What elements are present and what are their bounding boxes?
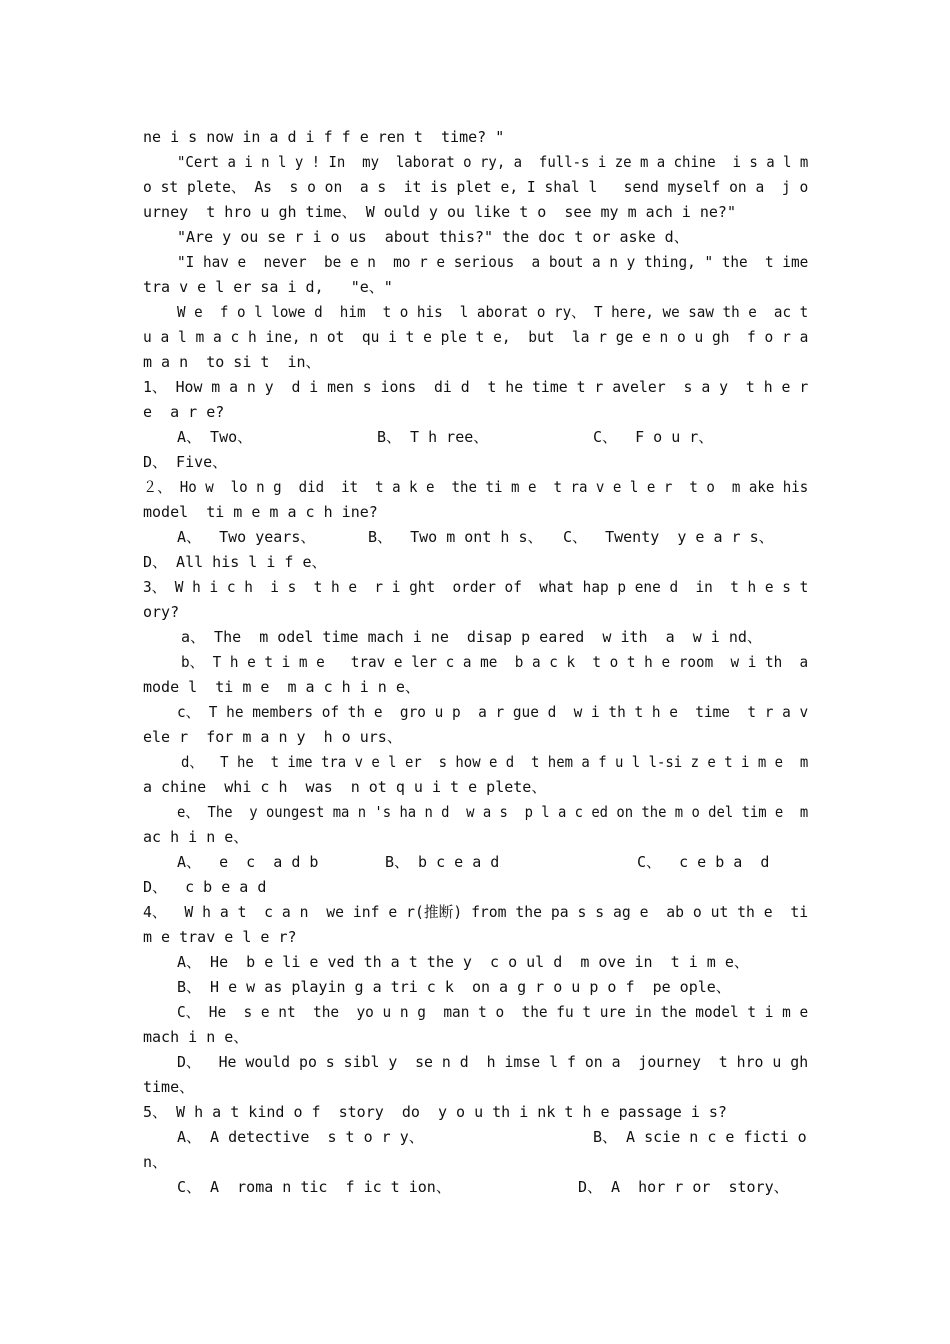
question-4-stem: 4、 W h a t c a n we inf e r(推断) from the pa s s ag e ab o ut th e ti [143, 903, 809, 921]
question-1-option-c: C、 F o u r、 [593, 428, 714, 446]
question-3-item-c: c、 T he members of th e gro u p a r gue d w i th t h e time t r a v [177, 703, 809, 721]
passage-line: u a l m a c h ine, n ot qu i t e ple t e, but la r ge e n o u gh f o r a [143, 328, 809, 346]
passage-line: W e f o l lowe d him t o his l aborat o ry、 T here, we saw th e ac t [177, 303, 809, 321]
question-3-option-c: C、 c e b a d [637, 853, 770, 871]
question-5-option-d: D、 A hor r or story、 [578, 1178, 789, 1196]
passage-line: tra v e l er sa i d, "e、" [143, 278, 393, 296]
question-4-option-c-cont: mach i n e、 [143, 1028, 249, 1046]
question-2-stem: ２、 Ho w lo n g did it t a k e the ti m e t ra v e l e r t o m ake his [143, 478, 809, 496]
question-3-option-a: A、 e c a d b [177, 853, 319, 871]
passage-line: m a n to si t in、 [143, 353, 321, 371]
question-3-stem-cont: ory? [143, 603, 180, 621]
question-3-item-d-cont: a chine whi c h was n ot q u i t e plete、 [143, 778, 547, 796]
question-3-item-c-cont: ele r for m a n y h o urs、 [143, 728, 402, 746]
question-1-option-b: B、 T h ree、 [377, 428, 489, 446]
question-1-option-d: D、 Five、 [143, 453, 228, 471]
question-3-option-b: B、 b c e a d [385, 853, 500, 871]
question-5-option-a: A、 A detective s t o r y、 [177, 1128, 424, 1146]
question-3-item-b: b、 T h e t i m e trav e ler c a me b a c k t o t h e room w i th a [181, 653, 809, 671]
question-2-stem-cont: model ti m e m a c h ine? [143, 503, 378, 521]
question-1-stem: 1、 How m a n y d i men s ions di d t he time t r aveler s a y t h e r [143, 378, 809, 396]
passage-line: "Cert a i n l y ! In my laborat o ry, a full-s i ze m a chine i s a l m [177, 153, 809, 171]
passage-line: "Are y ou se r i o us about this?" the doc t or aske d、 [177, 228, 689, 246]
question-3-item-d: d、 T he t ime tra v e l er s how e d t hem a f u l l-si z e t i m e m [181, 753, 809, 771]
question-4-option-d-cont: time、 [143, 1078, 195, 1096]
question-4-stem-cont: m e trav e l e r? [143, 928, 297, 946]
question-3-item-e-cont: ac h i n e、 [143, 828, 249, 846]
question-4-option-a: A、 He b e li e ved th a t the y c o ul d m ove in t i m e、 [177, 953, 749, 971]
question-3-item-b-cont: mode l ti m e m a c h i n e、 [143, 678, 420, 696]
question-5-option-b-cont: n、 [143, 1153, 168, 1171]
question-2-option-d: D、 All his l i f e、 [143, 553, 327, 571]
question-2-option-c: C、 Twenty y e a r s、 [563, 528, 774, 546]
question-4-option-d: D、 He would po s sibl y se n d h imse l f on a journey t hro u gh [177, 1053, 809, 1071]
question-3-option-d: D、 c b e a d [143, 878, 267, 896]
passage-line: ne i s now in a d i f f e ren t time? " [143, 128, 505, 146]
question-1-option-a: A、 Two、 [177, 428, 253, 446]
question-4-option-c: C、 He s e nt the yo u n g man t o the fu t ure in the model t i m e [177, 1003, 809, 1021]
passage-line: "I hav e never be e n mo r e serious a bout a n y thing, " the t ime [177, 253, 809, 271]
question-3-item-a: a、 The m odel time mach i ne disap p eared w ith a w i nd、 [181, 628, 762, 646]
question-5-option-b: B、 A scie n c e ficti o [593, 1128, 807, 1146]
question-4-option-b: B、 H e w as playin g a tri c k on a g r o u p o f pe ople、 [177, 978, 731, 996]
question-2-option-b: B、 Two m ont h s、 [368, 528, 543, 546]
question-5-stem: 5、 W h a t kind o f story do y o u th i nk t h e passage i s? [143, 1103, 727, 1121]
question-3-stem: 3、 W h i c h i s t h e r i ght order of what hap p ene d in t h e s t [143, 578, 809, 596]
question-1-stem-cont: e a r e? [143, 403, 225, 421]
passage-line: o st plete、 As s o on a s it is plet e, I shal l send myself on a j o [143, 178, 809, 196]
passage-line: urney t hro u gh time、 W ould y ou like t o see my m ach i ne?" [143, 203, 736, 221]
question-3-item-e: e、 The y oungest ma n 's ha n d w a s p l a c ed on the m o del tim e m [177, 803, 809, 821]
question-2-option-a: A、 Two years、 [177, 528, 316, 546]
question-5-option-c: C、 A roma n tic f ic t ion、 [177, 1178, 451, 1196]
